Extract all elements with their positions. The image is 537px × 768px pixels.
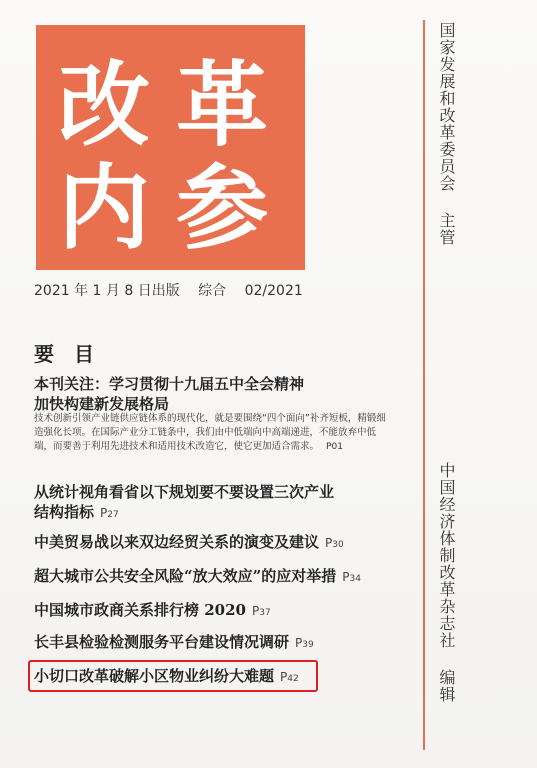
toc-item-title: 小切口改革破解小区物业纠纷大难题 [34,667,275,685]
toc-item[interactable] [34,632,414,655]
toc-item-title: 长丰县检验检测服务平台建设情况调研 [34,633,290,651]
toc-item-title: 中国城市政商关系排行榜 2020 [34,601,246,619]
sponsor-text: 国家发展和改革委员会 主管 [437,22,456,246]
page-number: P30 [325,536,344,550]
masthead-char: 参 [176,155,269,262]
editor-text: 中国经济体制改革杂志社 编辑 [437,462,456,703]
masthead-char: 革 [176,52,269,159]
toc-item-title: 超大城市公共安全风险“放大效应”的应对举措 [34,567,337,585]
toc-item-title: 结构指标 [34,503,95,521]
toc-item-title: 本刊关注：学习贯彻十九届五中全会精神 [34,375,305,393]
page-number: P34 [342,570,361,584]
masthead-char: 内 [58,155,151,262]
page-number: P27 [100,506,119,520]
toc-item-title: 从统计视角看省以下规划要不要设置三次产业 [34,483,335,501]
toc-heading: 要目 [34,342,114,366]
toc-lead-summary [34,412,389,454]
divider-line [423,20,425,750]
issue-info [34,280,317,300]
masthead-char: 改 [58,52,151,159]
summary-text: 技术创新引领产业链供应链体系的现代化，就是要围绕“四个面向”补齐短板，精锻细造强化长项。在国际产业分工链条中，我们由中低端向中高端递进，不能放弃中低端，而要善于利用先进技术和适用技术改造它，使它更加适合需求。 [34,413,386,452]
page-number: P01 [326,442,343,452]
toc-item[interactable] [34,600,414,623]
toc-item-title: 加快构建新发展格局 [34,395,170,413]
toc-item-title: 中美贸易战以来双边经贸关系的演变及建议 [34,533,320,551]
issue-date: 2021 年 1 月 8 日出版 [34,283,180,299]
page-number: P39 [295,636,314,650]
issue-section: 综合 [198,283,227,299]
toc-item[interactable] [34,532,414,555]
highlight-box [28,660,318,692]
toc-item[interactable] [34,482,414,525]
toc-item-lead[interactable] [34,374,414,414]
page-number: P37 [251,604,271,618]
toc-item[interactable] [34,566,414,589]
issue-number: 02/2021 [244,283,303,299]
masthead-logo [36,25,305,270]
page-number: P42 [280,670,299,684]
